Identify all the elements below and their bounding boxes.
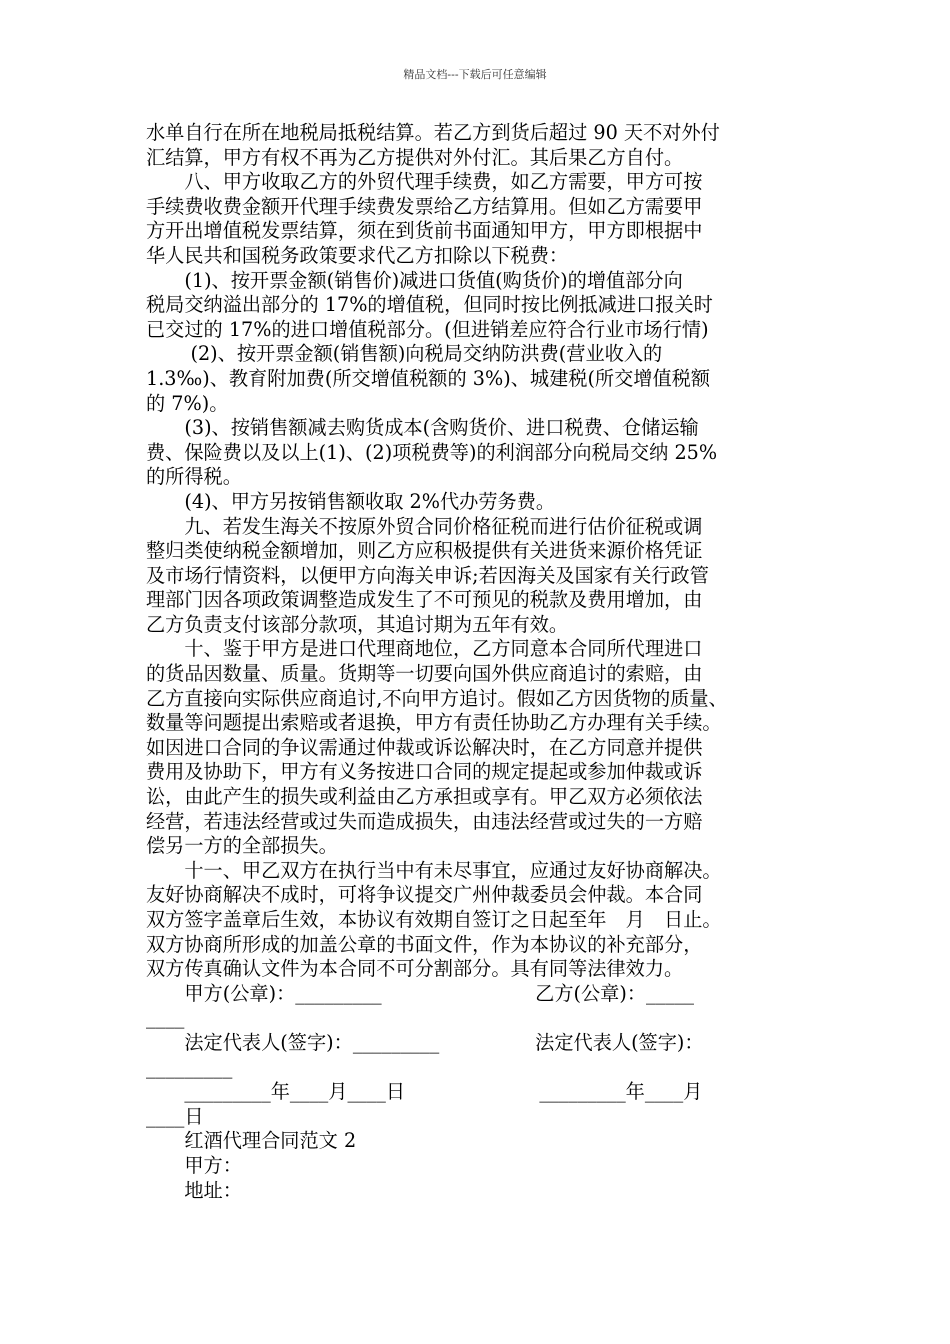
text-line: ____	[146, 1006, 185, 1030]
text-line: 1.3‰)、教育附加费(所交增值税额的 3%)、城建税(所交增值税额	[146, 366, 711, 390]
party-seal-line: 甲方(公章)：_________ 乙方(公章)：_____	[146, 981, 695, 1005]
text-line: 理部门因各项政策调整造成发生了不可预见的税款及费用增加，由	[146, 588, 703, 612]
page-header: 精品文档---下载后可任意编辑	[403, 68, 547, 81]
address-label: 地址：	[146, 1178, 242, 1202]
text-line: 费、保险费以及以上(1)、(2)项税费等)的利润部分向税局交纳 25%	[146, 440, 718, 464]
text-line: 双方传真确认文件为本合同不可分割部分。具有同等法律效力。	[146, 957, 684, 981]
text-line: 华人民共和国税务政策要求代乙方扣除以下税费：	[146, 243, 569, 267]
text-line: 税局交纳溢出部分的 17%的增值税，但同时按比例抵减进口报关时	[146, 293, 713, 317]
text-line: 十、鉴于甲方是进口代理商地位，乙方同意本合同所代理进口	[146, 637, 703, 661]
text-line: 汇结算，甲方有权不再为乙方提供对外付汇。其后果乙方自付。	[146, 145, 684, 169]
text-line: 八、甲方收取乙方的外贸代理手续费，如乙方需要，甲方可按	[146, 170, 703, 194]
date-line: _________年____月____日 _________年____月	[146, 1080, 703, 1104]
text-line: 双方协商所形成的加盖公章的书面文件，作为本协议的补充部分，	[146, 932, 703, 956]
representative-signature-line: 法定代表人(签字)：_________ 法定代表人(签字)：	[146, 1030, 704, 1054]
text-line: (2)、按开票金额(销售额)向税局交纳防洪费(营业收入的	[146, 342, 663, 366]
text-line: 讼，由此产生的损失或利益由乙方承担或享有。甲乙双方必须依法	[146, 785, 703, 809]
text-line: 如因进口合同的争议需通过仲裁或诉讼解决时，在乙方同意并提供	[146, 735, 703, 759]
text-line: 已交过的 17%的进口增值税部分。(但进销差应符合行业市场行情)	[146, 317, 709, 341]
party-a-label: 甲方：	[146, 1153, 242, 1177]
text-line: 乙方负责支付该部分款项，其追讨期为五年有效。	[146, 612, 569, 636]
text-line: 方开出增值税发票结算，须在到货前书面通知甲方，甲方即根据中	[146, 219, 703, 243]
text-line: 十一、甲乙双方在执行当中有未尽事宜，应通过友好协商解决。	[146, 858, 722, 882]
text-line: 偿另一方的全部损失。	[146, 834, 338, 858]
text-line: 九、若发生海关不按原外贸合同价格征税而进行估价征税或调	[146, 514, 703, 538]
text-line: 手续费收费金额开代理手续费发票给乙方结算用。但如乙方需要甲	[146, 194, 703, 218]
text-line: 友好协商解决不成时，可将争议提交广州仲裁委员会仲裁。本合同	[146, 883, 703, 907]
text-line: (4)、甲方另按销售额收取 2%代办劳务费。	[146, 489, 556, 513]
text-line: 经营，若违法经营或过失而造成损失，由违法经营或过失的一方赔	[146, 809, 703, 833]
text-line: 整归类使纳税金额增加，则乙方应积极提供有关进货来源价格凭证	[146, 539, 703, 563]
text-line: 双方签字盖章后生效，本协议有效期自签订之日起至年 月 日止。	[146, 908, 722, 931]
text-line: 水单自行在所在地税局抵税结算。若乙方到货后超过 90 天不对外付	[146, 121, 720, 144]
text-line: 的货品因数量、质量。货期等一切要向国外供应商追讨的索赔，由	[146, 662, 703, 686]
text-line: 数量等问题提出索赔或者退换，甲方有责任协助乙方办理有关手续。	[146, 711, 722, 735]
text-line: 乙方直接向实际供应商追讨,不向甲方追讨。假如乙方因货物的质量、	[146, 686, 728, 710]
text-line: ____日	[146, 1104, 204, 1128]
text-line: 的所得税。	[146, 465, 242, 489]
text-line: (3)、按销售额减去购货成本(含购货价、进口税费、仓储运输	[146, 416, 699, 440]
text-line: 的 7%)。	[146, 391, 229, 415]
text-line: _________	[146, 1055, 233, 1079]
text-line: (1)、按开票金额(销售价)减进口货值(购货价)的增值部分向	[146, 268, 683, 292]
text-line: 费用及协助下，甲方有义务按进口合同的规定提起或参加仲裁或诉	[146, 760, 703, 784]
text-line: 及市场行情资料，以便甲方向海关申诉;若因海关及国家有关行政管	[146, 563, 709, 587]
document-body	[146, 121, 826, 1203]
section-title: 红酒代理合同范文 2	[146, 1129, 357, 1153]
